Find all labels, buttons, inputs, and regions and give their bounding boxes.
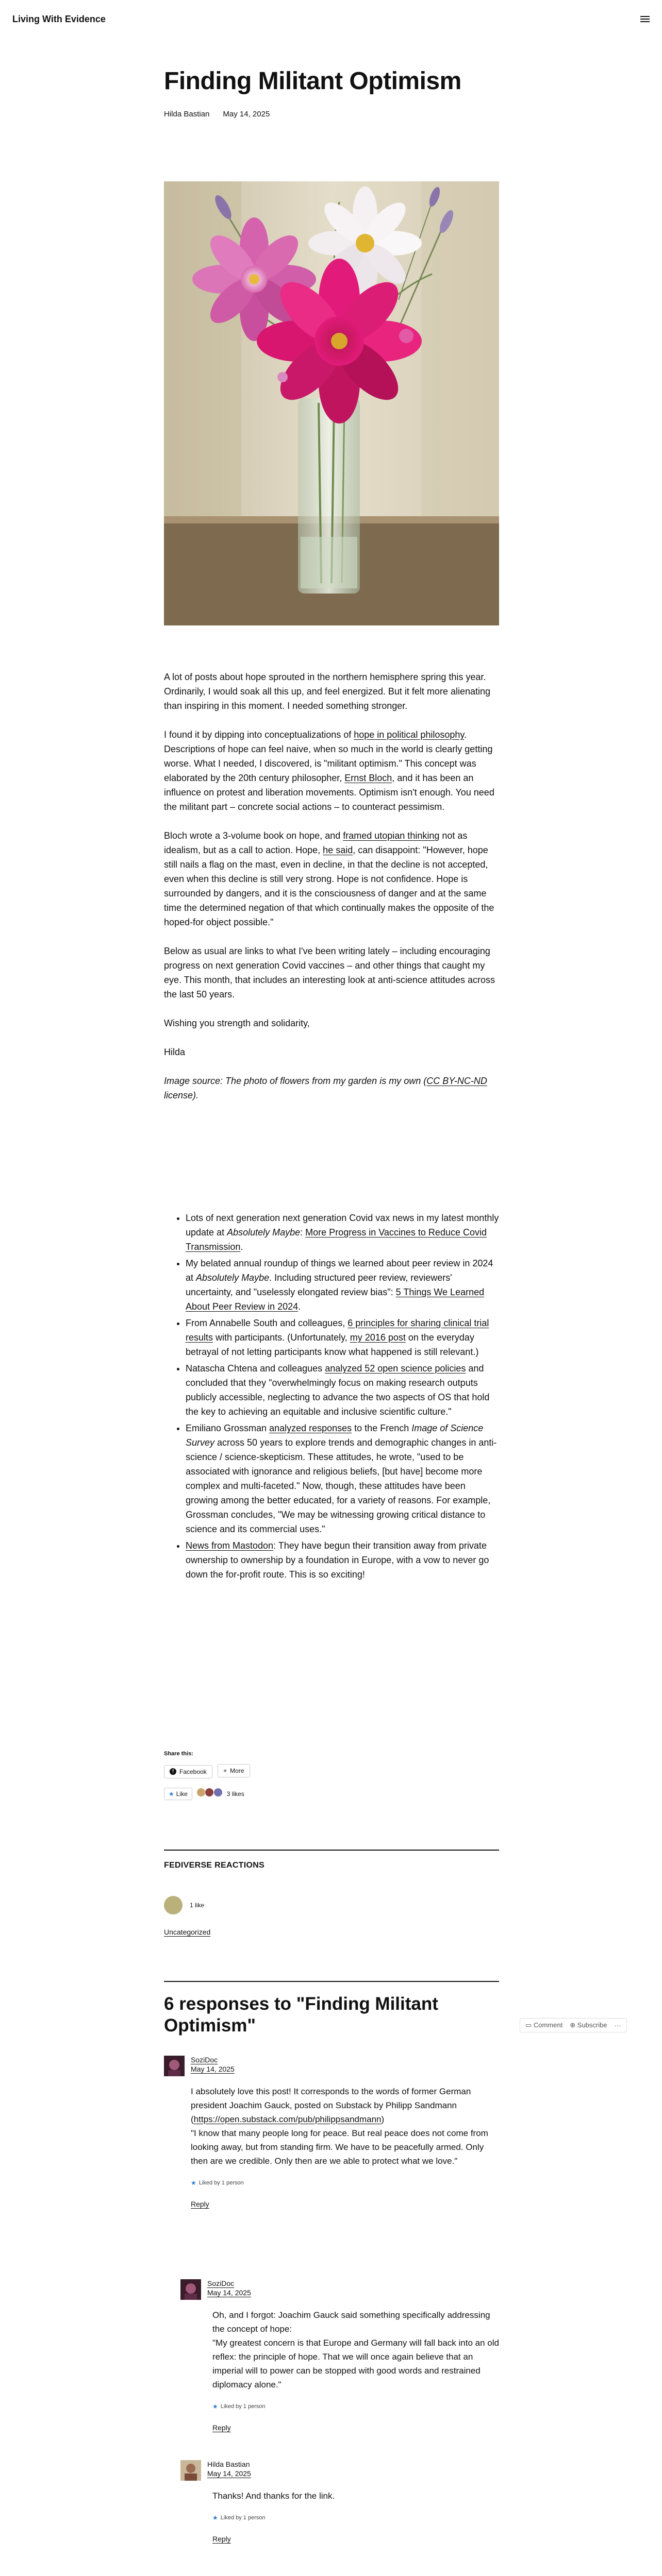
item-text: and concluded that they "overwhelmingly focus on making research outputs publicly accessible, neglecting to advance the two aspects of OS that hold the key to achieving an equitable and inclusive scientific culture." xyxy=(186,1363,490,1417)
facebook-label: Facebook xyxy=(179,1768,207,1775)
utopian-thinking-link[interactable]: framed utopian thinking xyxy=(343,831,440,841)
item-text: Emiliano Grossman xyxy=(186,1423,270,1433)
fediverse-like-count: 1 like xyxy=(190,1902,205,1909)
plus-icon: + xyxy=(223,1767,227,1774)
category-link[interactable]: Uncategorized xyxy=(164,1928,211,1936)
liked-by xyxy=(191,2176,499,2190)
item-text: with participants. (Unfortunately, xyxy=(213,1332,350,1343)
author-link[interactable]: Hilda Bastian xyxy=(164,110,210,119)
list-item xyxy=(186,1538,499,1582)
post-meta xyxy=(164,110,499,118)
paragraph xyxy=(164,1016,499,1030)
comments-title: 6 responses to "Finding Militant Optimism" xyxy=(164,1994,438,2036)
likes-count: 3 likes xyxy=(226,1790,244,1798)
paragraph-text: not as idealism, but as a call to action. Hope, xyxy=(164,831,468,855)
share-label: Share this: xyxy=(164,1751,193,1757)
more-actions-icon[interactable]: ··· xyxy=(614,2021,621,2029)
fediverse-title: FEDIVERSE REACTIONS xyxy=(164,1861,265,1870)
menu-icon[interactable] xyxy=(640,16,650,22)
reply-link[interactable] xyxy=(212,2421,499,2435)
like-label: Like xyxy=(176,1790,188,1798)
liked-by-label[interactable]: Liked by 1 person xyxy=(220,2403,266,2410)
share-buttons xyxy=(164,1764,499,1778)
paragraph xyxy=(164,828,499,929)
avatar[interactable] xyxy=(196,1788,206,1797)
post-header xyxy=(164,67,499,118)
comment xyxy=(180,2279,499,2435)
star-icon: ★ xyxy=(169,1790,174,1798)
item-text: : xyxy=(300,1227,306,1238)
comment-paragraph: I absolutely love this post! It corresponds to the words of former German president Joachim Gauck, posted on Substack by Philipp Sandmann xyxy=(191,2087,471,2110)
item-text: Natascha Chtena and colleagues xyxy=(186,1363,325,1374)
star-icon: ★ xyxy=(191,2179,196,2187)
paragraph xyxy=(164,670,499,713)
open-science-policies-link[interactable]: analyzed 52 open science policies xyxy=(325,1363,466,1374)
comment-header xyxy=(180,2460,499,2481)
substack-link[interactable]: https://open.substack.com/pub/philippsandmann xyxy=(193,2114,382,2124)
peer-review-post-link[interactable]: 5 Things We Learned About Peer Review in 2024 xyxy=(186,1287,485,1312)
item-text: Absolutely Maybe xyxy=(227,1227,301,1238)
comment-icon: ▭ xyxy=(525,2021,534,2029)
fediverse-likes xyxy=(164,1896,499,1914)
avatar[interactable] xyxy=(213,1788,223,1797)
paragraph-text: Below as usual are links to what I've been writing lately – including encouraging progress on next generation Covid vaccines – and other things that caught my eye. This month, that includes an interesting look at anti-science attitudes across the last 50 years. xyxy=(164,946,495,999)
item-text: Lots of next generation next generation Covid vax news in my latest monthly update at xyxy=(186,1213,499,1238)
post-links-list xyxy=(175,1211,499,1584)
trial-results-link[interactable]: 6 principles for sharing clinical trial results xyxy=(186,1318,489,1343)
avatar[interactable] xyxy=(180,2279,201,2300)
item-text: . xyxy=(298,1301,301,1312)
list-item xyxy=(186,1361,499,1419)
paragraph-text: A lot of posts about hope sprouted in the northern hemisphere spring this year. Ordinarily, I would soak all this up, and feel energized. But it felt more alienating than inspiring in this moment. I needed something stronger. xyxy=(164,672,491,711)
divider xyxy=(164,1981,499,1982)
facebook-share-button[interactable] xyxy=(164,1765,212,1778)
comment-body xyxy=(212,2308,499,2435)
comment-action-label: Comment xyxy=(533,2021,563,2029)
item-text: From Annabelle South and colleagues, xyxy=(186,1318,348,1328)
item-text: across 50 years to explore trends and demographic changes in anti-science / science-skepticism. These attitudes, he wrote, "used to be associated with ignorance and religious beliefs, [but have] become more complex and multi-faceted." Now, though, these attitudes have been growing among the better educated, for a variety of reasons. For example, Grossman concludes, "We may be witnessing growing critical distance to science and its commercial uses." xyxy=(186,1437,497,1534)
paragraph-text: Wishing you strength and solidarity, xyxy=(164,1018,310,1028)
paragraph-text: . Descriptions of hope can feel naive, when so much in the world is clearly getting worse. What I needed, I discovered, is "militant optimism." This concept was elaborated by the 20th century philosopher, xyxy=(164,730,493,783)
comment-paragraph: Oh, and I forgot: Joachim Gauck said something specifically addressing the concept of hope: xyxy=(212,2310,490,2334)
site-title-link[interactable]: Living With Evidence xyxy=(12,13,106,24)
list-item xyxy=(186,1256,499,1314)
mastodon-news-link[interactable]: News from Mastodon xyxy=(186,1540,274,1551)
paragraph-text: license). xyxy=(164,1090,199,1100)
paragraph-text: I found it by dipping into conceptualizations of xyxy=(164,730,354,740)
comment-author-link[interactable]: SoziDoc xyxy=(191,2056,218,2064)
comment-body xyxy=(191,2084,499,2211)
item-text: . Including structured peer review, reviewers' uncertainty, and "uselessly elongated review bias": xyxy=(186,1273,452,1297)
fediverse-section xyxy=(164,1850,499,1937)
comment-paragraph: "I know that many people long for peace. But real peace does not come from looking away, but from standing firm. We have to be peacefully armed. Only then are we credible. Only then are we able to protect what we love." xyxy=(191,2128,488,2166)
avatar[interactable] xyxy=(205,1788,214,1797)
item-text: on the everyday betrayal of not letting participants know what happened is still relevant.) xyxy=(186,1332,479,1357)
comment-text: I absolutely love this post! It corresponds to the words of former German president Joachim Gauck, posted on Substack by Philipp Sandmann (https://open.substack.com/pub/philippsandmann) "I know that many people long for peace. But real peace does not come from looking away, but from standing firm. We have to be peacefully armed. Only then are we credible. Only then are we able to protect what we love." xyxy=(191,2087,488,2166)
reply-label[interactable]: Reply xyxy=(212,2424,231,2432)
hope-philosophy-link[interactable]: hope in political philosophy xyxy=(354,730,465,740)
star-icon: ★ xyxy=(212,2403,218,2410)
liked-by xyxy=(212,2511,499,2525)
comment-header xyxy=(164,2056,499,2076)
license-link[interactable]: CC BY-NC-ND xyxy=(426,1076,487,1086)
paragraph-text: , can disappoint: "However, hope still nails a flag on the mast, even in decline, in that the decline is not accepted, even when this decline is still very strong. Hope is not confidence. Hope is surrounded by dangers, and it is the consciousness of danger and at the same time the determined negation of that which continually makes the opposite of the hoped-for object possible." xyxy=(164,845,494,927)
item-text: My belated annual roundup of things we learned about peer review in 2024 at xyxy=(186,1258,493,1283)
subscribe-action-label: Subscribe xyxy=(577,2021,607,2029)
reply-link[interactable] xyxy=(212,2532,499,2546)
item-text: Image of Science Survey xyxy=(186,1423,484,1448)
liked-by-label[interactable]: Liked by 1 person xyxy=(220,2515,266,2521)
item-text: Absolutely Maybe xyxy=(196,1273,270,1283)
more-share-button[interactable] xyxy=(218,1764,250,1777)
more-label: More xyxy=(230,1767,244,1774)
ernst-bloch-link[interactable]: Ernst Bloch xyxy=(344,773,392,783)
list-item xyxy=(186,1421,499,1536)
item-text: . xyxy=(240,1242,243,1252)
paragraph-text: Image source: The photo of flowers from my garden is my own ( xyxy=(164,1076,427,1086)
comment-author-link[interactable]: SoziDoc xyxy=(207,2279,235,2287)
vaccines-post-link[interactable]: More Progress in Vaccines to Reduce Covid Transmission xyxy=(186,1227,487,1252)
flowers-illustration xyxy=(164,181,499,625)
divider xyxy=(164,1850,499,1851)
item-text: to the French xyxy=(352,1423,412,1433)
paragraph xyxy=(164,727,499,814)
reply-label[interactable]: Reply xyxy=(191,2200,209,2208)
comment xyxy=(180,2460,499,2546)
avatar[interactable] xyxy=(164,2056,185,2076)
action-bar xyxy=(520,2018,627,2032)
comment-date-link[interactable]: May 14, 2025 xyxy=(191,2065,235,2073)
facebook-icon: f xyxy=(170,1768,176,1775)
paragraph xyxy=(164,944,499,1002)
avatar[interactable] xyxy=(180,2460,201,2481)
liker-avatars xyxy=(196,1788,223,1800)
star-icon: ★ xyxy=(212,2514,218,2521)
comment-date-link[interactable]: May 14, 2025 xyxy=(207,2289,251,2297)
comment xyxy=(164,2056,499,2211)
share-section xyxy=(164,1751,499,1800)
list-item xyxy=(186,1211,499,1254)
analyzed-responses-link[interactable]: analyzed responses xyxy=(269,1423,352,1433)
item-text: : They have begun their transition away from private ownership to ownership by a foundation in Europe, with a vow to never go down the for-profit route. This is so exciting! xyxy=(186,1540,489,1580)
comment-text xyxy=(212,2308,499,2392)
image-credit xyxy=(164,1074,499,1103)
post-intro xyxy=(164,670,499,1117)
likes-row xyxy=(164,1788,499,1800)
subscribe-icon: ⊕ xyxy=(570,2021,577,2029)
page-title: Finding Militant Optimism xyxy=(164,67,461,95)
site-header xyxy=(12,11,650,27)
comment-header xyxy=(180,2279,499,2300)
comment-text xyxy=(212,2489,499,2503)
comment-paragraph: Thanks! And thanks for the link. xyxy=(212,2491,335,2501)
comment-action[interactable] xyxy=(525,2021,562,2029)
reply-link[interactable] xyxy=(191,2197,499,2211)
paragraph-text: , and it has been an influence on protest and liberation movements. Optimism isn't enough. You need the militant part – concrete social actions – to counteract pessimism. xyxy=(164,773,494,812)
subscribe-action[interactable] xyxy=(570,2021,607,2029)
post-date-link[interactable]: May 14, 2025 xyxy=(223,110,270,119)
reply-label[interactable]: Reply xyxy=(212,2535,231,2543)
comment-paragraph: "My greatest concern is that Europe and Germany will fall back into an old reflex: the principle of hope. That we will once again believe that an imperial will to power can be stopped with good words and restrained diplomacy alone." xyxy=(212,2338,499,2389)
my-2016-post-link[interactable]: my 2016 post xyxy=(350,1332,406,1343)
paragraph-text: Bloch wrote a 3-volume book on hope, and xyxy=(164,831,343,841)
list-item xyxy=(186,1316,499,1359)
he-said-link[interactable]: he said xyxy=(323,845,353,855)
avatar[interactable] xyxy=(164,1896,183,1914)
signature: Hilda xyxy=(164,1047,186,1057)
flowers-photo xyxy=(164,181,499,625)
comment-body xyxy=(212,2489,499,2546)
liked-by xyxy=(212,2400,499,2414)
comments-header xyxy=(164,1981,499,2037)
comment-author: Hilda Bastian xyxy=(207,2460,250,2468)
like-button[interactable] xyxy=(164,1788,192,1800)
liked-by-label[interactable]: Liked by 1 person xyxy=(198,2180,244,2186)
paragraph xyxy=(164,1045,499,1059)
comment-date-link[interactable]: May 14, 2025 xyxy=(207,2469,251,2478)
